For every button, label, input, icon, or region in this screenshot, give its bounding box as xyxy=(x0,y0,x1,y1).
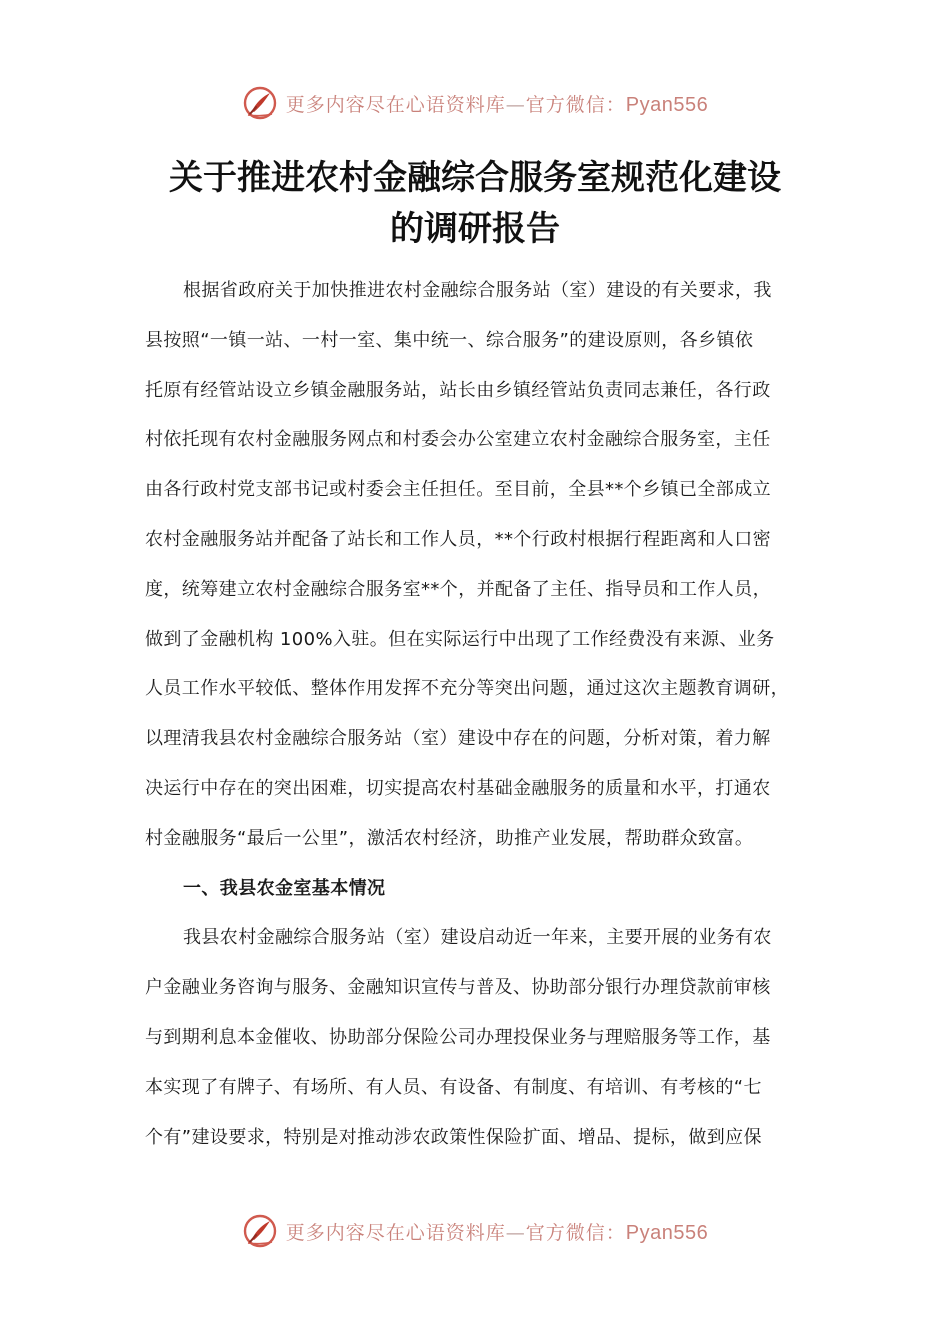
body-line: 由各行政村党支部书记或村委会主任担任。至目前，全县**个乡镇已全部成立 xyxy=(145,479,771,501)
watermark-main: 更多内容尽在心语资料库 xyxy=(285,1221,506,1244)
watermark-text xyxy=(286,90,709,117)
body-line: 本实现了有牌子、有场所、有人员、有设备、有制度、有培训、有考核的“七 xyxy=(145,1076,762,1098)
watermark-bottom xyxy=(0,1211,950,1251)
body-line: 决运行中存在的突出困难，切实提高农村基础金融服务的质量和水平，打通农 xyxy=(145,777,771,799)
body-line: 户金融业务咨询与服务、金融知识宣传与普及、协助部分银行办理贷款前审核 xyxy=(145,977,771,999)
body-line: 根据省政府关于加快推进农村金融综合服务站（室）建设的有关要求，我 xyxy=(183,280,772,301)
watermark-separator: — xyxy=(505,1221,526,1244)
watermark-text xyxy=(286,1218,709,1245)
body-line: 农村金融服务站并配备了站长和工作人员，**个行政村根据行程距离和人口密 xyxy=(145,528,771,550)
watermark-top xyxy=(0,83,950,123)
body-line: 度，统筹建立农村金融综合服务室**个，并配备了主任、指导员和工作人员， xyxy=(145,578,771,600)
body-line: 做到了金融机构 100%入驻。但在实际运行中出现了工作经费没有来源、业务 xyxy=(145,628,775,650)
body-line: 个有”建设要求，特别是对推动涉农政策性保险扩面、增品、提标，做到应保 xyxy=(145,1126,762,1148)
watermark-id: Pyan556 xyxy=(625,1221,709,1244)
document-title-line2: 的调研报告 xyxy=(390,209,560,249)
watermark-main: 更多内容尽在心语资料库 xyxy=(285,93,506,116)
body-line: 我县农村金融综合服务站（室）建设启动近一年来，主要开展的业务有农 xyxy=(183,927,772,949)
body-line: 与到期利息本金催收、协助部分保险公司办理投保业务与理赔服务等工作，基 xyxy=(145,1026,771,1048)
quill-logo-icon xyxy=(242,1213,278,1249)
watermark-sub: 官方微信： xyxy=(525,93,626,116)
quill-logo-icon xyxy=(242,85,278,121)
body-line: 县按照“一镇一站、一村一室、集中统一、综合服务”的建设原则，各乡镇依 xyxy=(145,329,754,351)
watermark-id: Pyan556 xyxy=(625,93,709,116)
body-line: 以理清我县农村金融综合服务站（室）建设中存在的问题，分析对策，着力解 xyxy=(145,728,771,750)
watermark-separator: — xyxy=(505,93,526,116)
body-line: 村金融服务“最后一公里”，激活农村经济，助推产业发展，帮助群众致富。 xyxy=(145,827,754,849)
section-heading: 一、我县农金室基本情况 xyxy=(183,877,386,899)
document-body xyxy=(145,266,805,1162)
document-title-line1: 关于推进农村金融综合服务室规范化建设 xyxy=(169,158,781,198)
body-line: 人员工作水平较低、整体作用发挥不充分等突出问题，通过这次主题教育调研， xyxy=(145,678,789,700)
body-line: 托原有经管站设立乡镇金融服务站，站长由乡镇经管站负责同志兼任，各行政 xyxy=(145,379,771,401)
body-line: 村依托现有农村金融服务网点和村委会办公室建立农村金融综合服务室，主任 xyxy=(145,429,771,451)
watermark-sub: 官方微信： xyxy=(525,1221,626,1244)
